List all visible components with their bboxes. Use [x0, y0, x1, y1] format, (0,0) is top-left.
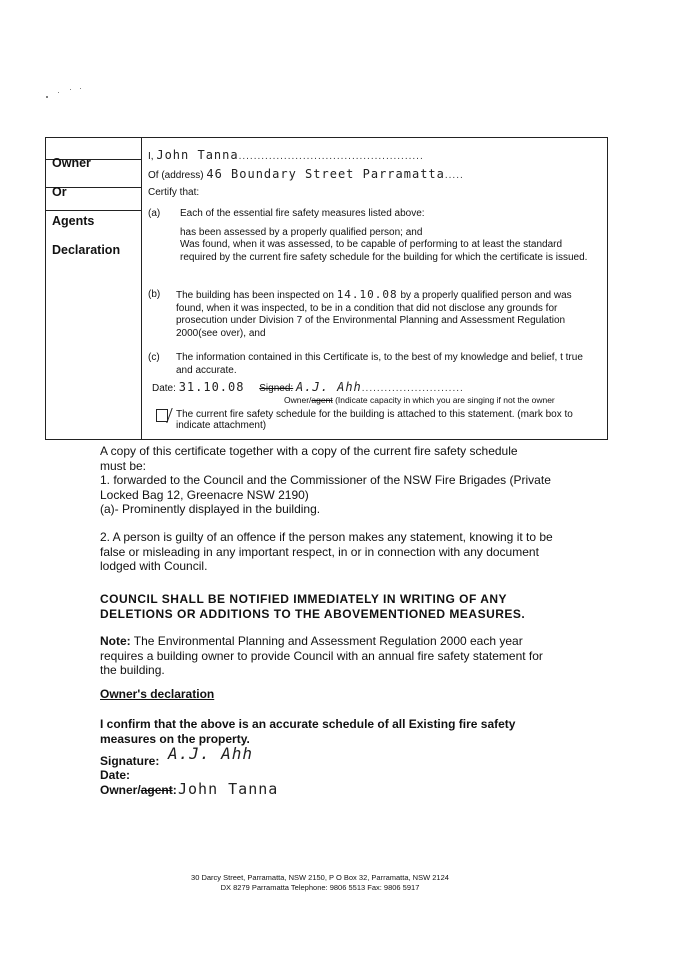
- owner-name-handwritten: John Tanna: [156, 148, 239, 162]
- owner-signature-handwritten: A.J. Ahh: [168, 744, 254, 763]
- caption-agent-struck: agent: [311, 395, 333, 405]
- a-assessed: has been assessed by a properly qualified person; and: [180, 227, 423, 238]
- certify-text: Certify that:: [148, 187, 200, 198]
- attachment-checkbox[interactable]: [156, 409, 168, 427]
- footer-address: 30 Darcy Street, Parramatta, NSW 2150, P O Box 32, Parramatta, NSW 2124: [191, 873, 449, 882]
- copy-paragraph: [100, 444, 580, 517]
- offence-paragraph: 2. A person is guilty of an offence if the person makes any statement, knowing it to be false or misleading in any important respect, in or in connection with any document lodged with Council.: [100, 530, 553, 573]
- marker-a: (a): [148, 208, 161, 219]
- checkmark-icon: [156, 409, 168, 422]
- owner-label-owner: Owner/: [100, 783, 141, 797]
- signed-label: Signed:: [259, 383, 294, 394]
- a-found: Was found, when it was assessed, to be capable of performing to at least the standard required by the current fire safety schedule for the building for which the certificate is issued.: [180, 239, 588, 263]
- date-sign-line: Date: 31.10.08 Signed: A.J. Ahh...........................: [152, 380, 464, 394]
- copy-item-a: (a)- Prominently displayed in the building.: [100, 502, 321, 516]
- signature-label: Signature:: [100, 754, 160, 768]
- owner-label-agent-struck: agent: [140, 783, 173, 797]
- owner-agent-caption: [284, 395, 604, 405]
- caption-owner: Owner/: [284, 395, 312, 405]
- date-label-2: Date:: [100, 768, 131, 782]
- c-text: The information contained in this Certificate is, to the best of my knowledge and belief, t true and accurate.: [176, 352, 583, 376]
- footer-contact: DX 8279 Parramatta Telephone: 9806 5513 Fax: 9806 5917: [220, 883, 420, 892]
- marker-b: (b): [148, 289, 161, 300]
- note-block: [100, 634, 545, 678]
- label-or: Or: [52, 185, 67, 199]
- footer: [150, 873, 490, 893]
- label-agents: Agents: [52, 214, 95, 228]
- b-text: [176, 289, 598, 340]
- inspection-date-handwritten: 14.10.08: [336, 288, 398, 301]
- a-text: Each of the essential fire safety measures listed above:: [180, 208, 425, 219]
- owners-declaration-heading: Owner's declaration: [100, 687, 215, 701]
- owner-label-colon: :: [172, 783, 177, 797]
- copy-line-1: A copy of this certificate together with a copy of the current fire safety schedule: [100, 444, 518, 458]
- row-line: [46, 210, 142, 211]
- council-notice: COUNCIL SHALL BE NOTIFIED IMMEDIATELY IN WRITING OF ANY DELETIONS OR ADDITIONS TO THE ABOVEMENTIONED MEASURES.: [100, 592, 526, 621]
- attach-text: The current fire safety schedule for the building is attached to this statement. (mark box to indicate attachment): [176, 409, 573, 431]
- note-label: Note:: [100, 634, 131, 648]
- signature-handwritten: A.J. Ahh: [295, 380, 362, 394]
- date-handwritten: 31.10.08: [178, 380, 245, 394]
- caption-capacity: (Indicate capacity in which you are singing if not the owner: [335, 395, 555, 405]
- address-label: Of (address): [148, 170, 204, 181]
- copy-line-2: must be:: [100, 458, 147, 473]
- b-text-1: The building has been inspected on: [176, 290, 334, 301]
- scan-specks: [44, 88, 84, 108]
- note-text: The Environmental Planning and Assessment Regulation 2000 each year requires a building owner to provide Council with an annual fire safety statement for the building.: [100, 634, 543, 677]
- name-line: I, John Tanna.................................................: [148, 148, 424, 162]
- address-handwritten: 46 Boundary Street Parramatta: [206, 167, 445, 181]
- marker-c: (c): [148, 352, 160, 363]
- owner-label: [100, 783, 177, 798]
- label-declaration: Declaration: [52, 243, 121, 257]
- address-line: Of (address) 46 Boundary Street Parramatta.....: [148, 167, 464, 181]
- i-prefix: I,: [148, 151, 154, 162]
- date-label: Date:: [152, 383, 176, 394]
- owner-name-handwritten-2: John Tanna: [178, 780, 279, 798]
- confirm-text: I confirm that the above is an accurate schedule of all Existing fire safety measures on the property.: [100, 717, 516, 746]
- b-text-2: by a properly qualified person and was found, when it was inspected, to be in a condition that did not disclose any grounds for prosecution under Division 7 of the Environmental Planning and Assessment Regulation 2000(see over), and: [176, 290, 572, 339]
- label-owner: Owner: [52, 156, 91, 170]
- column-divider: [141, 138, 142, 439]
- copy-item-1: 1. forwarded to the Council and the Commissioner of the NSW Fire Brigades (Private Locked Bag 12, Greenacre NSW 2190): [100, 473, 551, 502]
